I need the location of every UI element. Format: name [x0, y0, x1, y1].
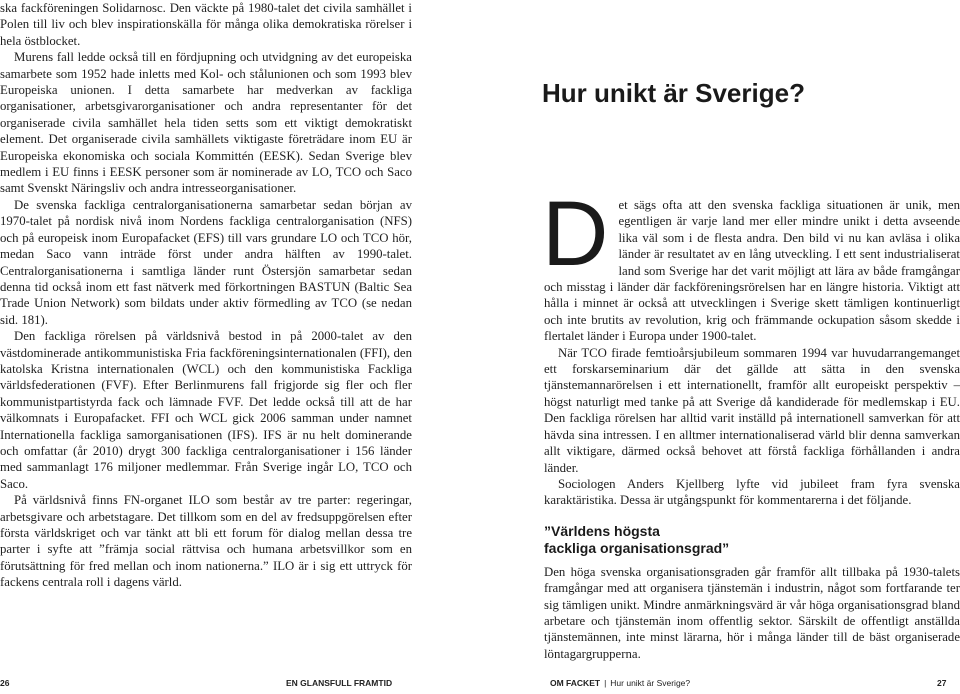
subsection-name: Hur unikt är Sverige?	[610, 678, 691, 688]
paragraph: På världsnivå finns FN-organet ILO som består av tre parter: regeringar, arbetsgivare och arbetstagare. Det tillkom som en del av fredsuppgörelsen efter första världskriget och var tänkt att bli ett forum för dialog mellan dessa tre parter i syfte att ”främja social rättvisa och humana arbetsvillkor som en förutsättning för fred mellan och inom nationerna.” ILO är i sig ett uttryck för fackens centrala roll i dagens värld.	[0, 493, 412, 590]
paragraph: De svenska fackliga centralorganisationerna samarbetar sedan början av 1970-talet på nordisk nivå inom Nordens fackliga centralorganisation (NFS) och på europeisk inom Europafacket (EFS) till vars grundare LO och TCO hör, medan Saco vann inträde först under andra hälften av 1990-talet. Centralorganisationerna i samtliga länder runt Östersjön samarbetar sedan denna tid också inom ett fast nätverk med förkortningen BASTUN (Baltic Sea Trade Union Network) som bildats under aktiv förmedling av TCO (se nedan sid. 181).	[0, 197, 412, 327]
drop-cap: D	[542, 183, 609, 285]
paragraph: När TCO firade femtioårsjubileum sommaren 1994 var huvudarrangemanget ett forskarseminarium där det gällde att sätta in den svenska tjänstemannarörelsen i ett internationellt, framför allt europeiskt perspektiv – högst naturligt med tanke på att Sverige då kandiderade för medlemskap i EU. Den fackliga rörelsen har alltid varit inställd på internationell samverkan för att hävda sina intressen. I en alltmer internationaliserad värld blir denna samverkan allt viktigare, därmed också behovet att förstå fackliga förhållanden i andra länder.	[544, 345, 960, 475]
right-running-title	[550, 678, 690, 688]
sub-heading	[544, 523, 960, 557]
section-name: OM FACKET	[550, 678, 601, 688]
paragraph: Den fackliga rörelsen på världsnivå bestod in på 2000-talet av den västdominerade antikommunistiska Fria fackföreningsinternationalen (FFI), den katolska Kristna internationalen (WCL) och den kommunistiska Fackliga världsfederationen (FVF). Efter Berlinmurens fall frigjorde sig fler och fler kommunistpartistyrda fack och lämnade FVF. Det ledde också till att de har välkomnats i Europafacket. FFI och WCL gick 2006 samman under namnet Internationella fackliga samorganisationen (IFS). IFS är nu helt dominerande och omfattar (år 2010) drygt 300 fackliga centralorganisationer i 156 länder med sammanlagt 176 miljoner medlemmar. Från Sverige ingår LO, TCO och Saco.	[0, 329, 412, 491]
chapter-heading: Hur unikt är Sverige?	[542, 78, 805, 108]
paragraph: ska fackföreningen Solidarnosc. Den väckte på 1980-talet det civila samhället i Polen till liv och blev inspirationskälla för många olika demokratiska rörelser i hela östblocket.	[0, 1, 412, 48]
right-page	[480, 0, 960, 694]
paragraph: Murens fall ledde också till en fördjupning och utvidgning av det europeiska samarbete som 1952 hade inletts med Kol- och stålunionen och som 1993 blev Europeiska unionen. I detta samarbete har medverkan av fackliga organisationer, arbetsgivarorganisationer och andra representanter för det organiserade civila samhället hela tiden setts som ett viktigt demokratiskt element. Det organiserade civila samhällets viktigaste företrädare inom EU är Europeiska ekonomiska och sociala Kommittén (EESK). Sedan Sverige blev medlem i EU finns i EESK personer som är nominerade av LO, TCO och Saco samt Svenskt Näringsliv och andra intresseorganisationer.	[0, 50, 412, 196]
paragraph: et sägs ofta att den svenska fackliga situationen är unik, men egentligen är varje land mer eller mindre unikt i detta avseende lika väl som i de flesta andra. Den bild vi nu kan avläsa i olika länder är resultatet av en lång utveckling. I ett sent industrialiserat land som Sverige har det varit möjligt att lära av både framgångar och misstag i länder där fackföreningsrörelsen har en längre historia. Viktigt att hålla i minnet är också att utvecklingen i Sverige skett tämligen kontinuerligt och inte brutits av revolution, krig och främmande ockupation såsom skedde i flertalet länder i Europa under 1900-talet.	[544, 198, 960, 344]
paragraph: Den höga svenska organisationsgraden går framför allt tillbaka på 1930-talets framgångar med att organisera tjänstemän i industrin, något som fortfarande ter sig tämligen unikt. Mindre anmärkningsvärd är vår höga organisationsgrad bland arbetare och tjänstemän inom offentlig sektor. Särskilt de offentligt anställda tjänstemännen, inte minst lärarna, hör i många länder till de bäst organiserade löntagargrupperna.	[544, 564, 960, 661]
left-page-number: 26	[0, 678, 10, 688]
separator: |	[604, 678, 607, 688]
right-body-text	[542, 183, 960, 662]
paragraph: Sociologen Anders Kjellberg lyfte vid jubileet fram fyra svenska karaktäristika. Dessa är utgångspunkt för kommentarerna i det följande.	[544, 476, 960, 508]
left-running-title: EN GLANSFULL FRAMTID	[286, 678, 393, 688]
right-page-number: 27	[937, 678, 947, 688]
sub-heading-line: fackliga organisationsgrad”	[544, 539, 730, 556]
sub-heading-line: ”Världens högsta	[544, 522, 660, 539]
left-body-text	[0, 0, 412, 591]
